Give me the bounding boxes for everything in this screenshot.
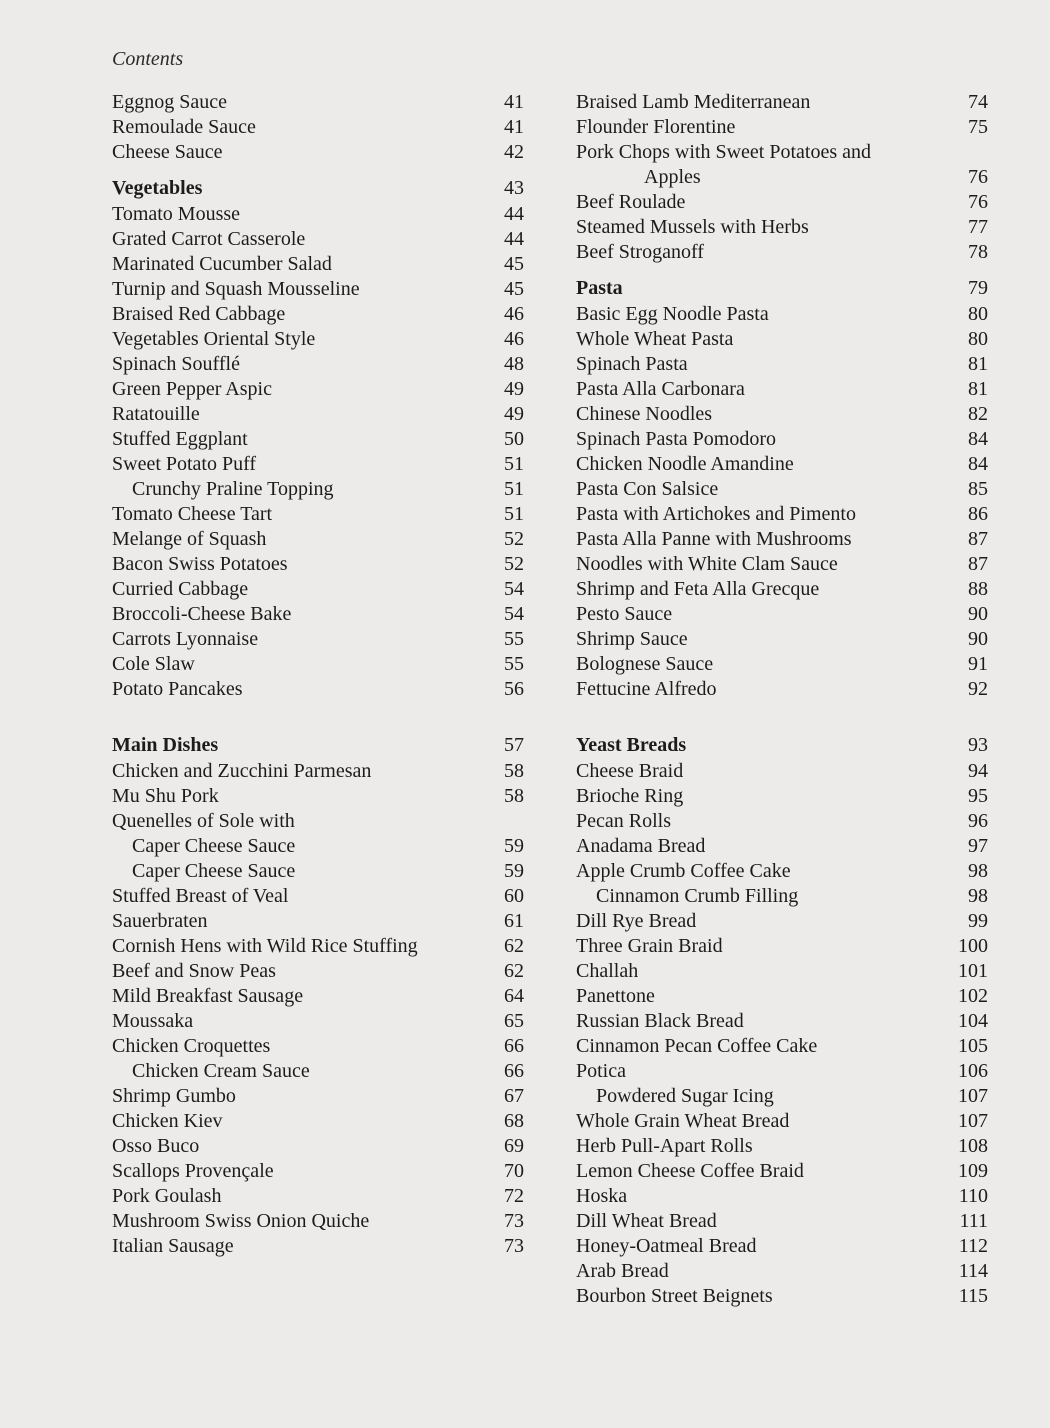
entry-title: Sweet Potato Puff	[112, 453, 257, 475]
page-number: 46	[504, 328, 524, 350]
entry-title: Italian Sausage	[112, 1235, 234, 1257]
entry-title: Cornish Hens with Wild Rice Stuffing	[112, 935, 418, 957]
entry-title: Chicken Kiev	[112, 1110, 223, 1132]
entry-title: Basic Egg Noodle Pasta	[576, 303, 769, 325]
toc-entry[interactable]	[112, 1034, 524, 1059]
toc-entry[interactable]	[576, 1059, 988, 1084]
entry-title: Pasta Con Salsice	[576, 478, 719, 500]
page-number: 59	[504, 860, 524, 882]
entry-title: Shrimp Gumbo	[112, 1085, 236, 1107]
entry-title: Fettucine Alfredo	[576, 678, 717, 700]
entry-title: Yeast Breads	[576, 734, 687, 756]
entry-title: Flounder Florentine	[576, 116, 736, 138]
toc-entry[interactable]	[576, 1184, 988, 1209]
entry-title: Marinated Cucumber Salad	[112, 253, 332, 275]
toc-entry[interactable]	[576, 759, 988, 784]
page-number: 54	[504, 578, 524, 600]
page-number: 45	[504, 253, 524, 275]
toc-entry[interactable]	[576, 502, 988, 527]
section-gap	[112, 702, 524, 722]
entry-title: Bacon Swiss Potatoes	[112, 553, 288, 575]
entry-title: Herb Pull-Apart Rolls	[576, 1135, 753, 1157]
page-number: 110	[958, 1185, 988, 1207]
page-number: 48	[504, 353, 524, 375]
page-number: 81	[968, 353, 988, 375]
entry-title: Remoulade Sauce	[112, 116, 256, 138]
toc-entry[interactable]	[576, 1084, 988, 1109]
toc-entry[interactable]	[576, 1284, 988, 1309]
toc-entry[interactable]	[576, 302, 988, 327]
page-number: 107	[958, 1085, 988, 1107]
entry-title: Cheese Sauce	[112, 141, 223, 163]
entry-title: Lemon Cheese Coffee Braid	[576, 1160, 804, 1182]
toc-entry[interactable]	[112, 327, 524, 352]
toc-entry[interactable]	[576, 809, 988, 834]
page-number: 68	[504, 1110, 524, 1132]
toc-entry[interactable]	[112, 90, 524, 115]
section-gap	[576, 702, 988, 722]
entry-title: Potica	[576, 1060, 626, 1082]
entry-title: Braised Red Cabbage	[112, 303, 286, 325]
toc-entry[interactable]	[576, 190, 988, 215]
entry-title: Green Pepper Aspic	[112, 378, 272, 400]
entry-title: Mushroom Swiss Onion Quiche	[112, 1210, 370, 1232]
page-number: 86	[968, 503, 988, 525]
entry-title: Challah	[576, 960, 639, 982]
page-number: 49	[504, 378, 524, 400]
entry-title: Three Grain Braid	[576, 935, 723, 957]
entry-title-line2: Apples	[644, 166, 701, 188]
entry-title: Arab Bread	[576, 1260, 669, 1282]
toc-entry[interactable]	[576, 859, 988, 884]
page-number: 107	[958, 1110, 988, 1132]
toc-entry[interactable]	[576, 552, 988, 577]
page-number: 80	[968, 303, 988, 325]
toc-entry[interactable]	[576, 959, 988, 984]
toc-entry[interactable]	[112, 502, 524, 527]
page-number: 45	[504, 278, 524, 300]
toc-entry[interactable]	[576, 627, 988, 652]
entry-title: Powdered Sugar Icing	[596, 1085, 774, 1107]
entry-title: Cole Slaw	[112, 653, 195, 675]
page-number: 60	[504, 885, 524, 907]
toc-entry[interactable]	[112, 884, 524, 909]
page-number: 55	[504, 653, 524, 675]
page-number: 87	[968, 528, 988, 550]
page-number: 41	[504, 91, 524, 113]
entry-title: Spinach Pasta Pomodoro	[576, 428, 776, 450]
entry-title: Vegetables	[112, 177, 203, 199]
page-number: 58	[504, 760, 524, 782]
page-number: 62	[504, 960, 524, 982]
entry-title: Shrimp Sauce	[576, 628, 688, 650]
entry-title: Melange of Squash	[112, 528, 267, 550]
entry-title: Bolognese Sauce	[576, 653, 714, 675]
entry-title: Pecan Rolls	[576, 810, 671, 832]
entry-title	[576, 140, 968, 190]
entry-title: Pesto Sauce	[576, 603, 673, 625]
toc-entry[interactable]	[576, 1234, 988, 1259]
page-number: 79	[968, 277, 988, 299]
page-number: 91	[968, 653, 988, 675]
toc-entry[interactable]	[112, 477, 524, 502]
toc-entry[interactable]	[576, 652, 988, 677]
entry-title: Pork Goulash	[112, 1185, 222, 1207]
page-number: 43	[504, 177, 524, 199]
page-number: 66	[504, 1035, 524, 1057]
toc-entry[interactable]	[112, 859, 524, 884]
page-number: 49	[504, 403, 524, 425]
page-number: 41	[504, 116, 524, 138]
entry-title: Eggnog Sauce	[112, 91, 227, 113]
toc-entry[interactable]	[576, 1159, 988, 1184]
page-number: 99	[968, 910, 988, 932]
page-number: 109	[958, 1160, 988, 1182]
toc-entry[interactable]	[576, 1209, 988, 1234]
page-number: 66	[504, 1060, 524, 1082]
page-number: 81	[968, 378, 988, 400]
toc-entry[interactable]	[576, 677, 988, 702]
page-number: 58	[504, 785, 524, 807]
page-number: 46	[504, 303, 524, 325]
toc-entry[interactable]	[576, 784, 988, 809]
entry-title: Pasta Alla Panne with Mushrooms	[576, 528, 852, 550]
entry-title: Anadama Bread	[576, 835, 706, 857]
entry-title: Tomato Cheese Tart	[112, 503, 273, 525]
entry-title: Main Dishes	[112, 734, 219, 756]
page-number: 77	[968, 216, 988, 238]
entry-title: Pasta with Artichokes and Pimento	[576, 503, 856, 525]
page-number: 105	[958, 1035, 988, 1057]
entry-title: Russian Black Bread	[576, 1010, 744, 1032]
toc-entry[interactable]	[112, 527, 524, 552]
toc-entry[interactable]	[112, 909, 524, 934]
toc-entry[interactable]	[112, 602, 524, 627]
entry-title: Beef and Snow Peas	[112, 960, 276, 982]
entry-title: Apple Crumb Coffee Cake	[576, 860, 791, 882]
page-number: 57	[504, 734, 524, 756]
toc-entry[interactable]	[112, 227, 524, 252]
entry-title: Brioche Ring	[576, 785, 684, 807]
entry-title: Potato Pancakes	[112, 678, 243, 700]
section-heading[interactable]	[112, 175, 524, 202]
page-number: 76	[968, 191, 988, 213]
toc-entry[interactable]	[112, 1159, 524, 1184]
entry-title: Stuffed Eggplant	[112, 428, 248, 450]
page-number: 82	[968, 403, 988, 425]
page-number: 90	[968, 628, 988, 650]
page-number: 108	[958, 1135, 988, 1157]
toc-entry[interactable]	[576, 1034, 988, 1059]
section-heading[interactable]	[112, 732, 524, 759]
page-number: 51	[504, 503, 524, 525]
page-number: 59	[504, 835, 524, 857]
page-number: 61	[504, 910, 524, 932]
page-number: 80	[968, 328, 988, 350]
page-number: 74	[968, 91, 988, 113]
page-number: 69	[504, 1135, 524, 1157]
entry-title: Cinnamon Pecan Coffee Cake	[576, 1035, 818, 1057]
entry-title: Quenelles of Sole with	[112, 810, 295, 832]
entry-title: Spinach Soufflé	[112, 353, 240, 375]
entry-title: Cheese Braid	[576, 760, 684, 782]
entry-title: Stuffed Breast of Veal	[112, 885, 289, 907]
entry-title: Pasta	[576, 277, 623, 299]
toc-entry[interactable]	[112, 277, 524, 302]
toc-entry[interactable]	[112, 115, 524, 140]
page-number: 64	[504, 985, 524, 1007]
entry-title: Broccoli-Cheese Bake	[112, 603, 292, 625]
entry-title: Scallops Provençale	[112, 1160, 274, 1182]
toc-entry[interactable]	[576, 452, 988, 477]
toc-entry[interactable]	[576, 577, 988, 602]
entry-title: Whole Grain Wheat Bread	[576, 1110, 790, 1132]
toc-entry[interactable]	[576, 115, 988, 140]
entry-title: Crunchy Praline Topping	[132, 478, 334, 500]
toc-column-right	[576, 90, 988, 1309]
section-heading[interactable]	[576, 732, 988, 759]
page-number: 115	[958, 1285, 988, 1307]
entry-title: Cinnamon Crumb Filling	[596, 885, 799, 907]
page-number: 88	[968, 578, 988, 600]
toc-entry[interactable]	[112, 1184, 524, 1209]
toc-entry[interactable]	[112, 1134, 524, 1159]
page-number: 75	[968, 116, 988, 138]
page-number: 76	[968, 166, 988, 188]
page-number: 84	[968, 453, 988, 475]
page-number: 93	[968, 734, 988, 756]
entry-title: Panettone	[576, 985, 655, 1007]
page-number: 100	[958, 935, 988, 957]
toc-entry[interactable]	[112, 252, 524, 277]
toc-entry[interactable]	[576, 215, 988, 240]
toc-entry[interactable]	[112, 140, 524, 165]
page-number: 62	[504, 935, 524, 957]
entry-title: Caper Cheese Sauce	[132, 835, 296, 857]
page-number: 51	[504, 478, 524, 500]
page-number: 56	[504, 678, 524, 700]
toc-entry[interactable]	[112, 452, 524, 477]
toc-entry[interactable]	[576, 240, 988, 265]
page-number: 84	[968, 428, 988, 450]
page-number: 67	[504, 1085, 524, 1107]
entry-title: Chicken Cream Sauce	[132, 1060, 310, 1082]
page-number: 111	[959, 1210, 988, 1232]
page-number: 112	[958, 1235, 988, 1257]
entry-title: Bourbon Street Beignets	[576, 1285, 773, 1307]
page-number: 44	[504, 203, 524, 225]
page-number: 70	[504, 1160, 524, 1182]
entry-title: Grated Carrot Casserole	[112, 228, 306, 250]
page-number: 94	[968, 760, 988, 782]
page-number: 90	[968, 603, 988, 625]
entry-title: Beef Roulade	[576, 191, 686, 213]
entry-title: Honey-Oatmeal Bread	[576, 1235, 757, 1257]
entry-title: Shrimp and Feta Alla Grecque	[576, 578, 820, 600]
entry-title: Chinese Noodles	[576, 403, 713, 425]
toc-entry[interactable]	[112, 377, 524, 402]
page-number: 42	[504, 141, 524, 163]
page-number: 72	[504, 1185, 524, 1207]
toc-entry[interactable]	[112, 1084, 524, 1109]
entry-title: Spinach Pasta	[576, 353, 688, 375]
page-number: 104	[958, 1010, 988, 1032]
page-number: 85	[968, 478, 988, 500]
toc-entry[interactable]	[576, 884, 988, 909]
entry-title: Pasta Alla Carbonara	[576, 378, 745, 400]
page-number: 95	[968, 785, 988, 807]
entry-title: Turnip and Squash Mousseline	[112, 278, 360, 300]
entry-title: Dill Rye Bread	[576, 910, 697, 932]
page-number: 106	[958, 1060, 988, 1082]
toc-entry[interactable]	[112, 677, 524, 702]
entry-title: Chicken Noodle Amandine	[576, 453, 794, 475]
entry-title: Beef Stroganoff	[576, 241, 704, 263]
toc-entry[interactable]	[112, 984, 524, 1009]
entry-title: Osso Buco	[112, 1135, 200, 1157]
toc-entry[interactable]	[576, 834, 988, 859]
toc-entry[interactable]	[112, 402, 524, 427]
toc-entry[interactable]	[576, 602, 988, 627]
entry-title: Mu Shu Pork	[112, 785, 219, 807]
toc-entry[interactable]	[112, 427, 524, 452]
page-number: 101	[958, 960, 988, 982]
toc-entry[interactable]	[576, 527, 988, 552]
entry-title: Noodles with White Clam Sauce	[576, 553, 838, 575]
entry-title: Moussaka	[112, 1010, 194, 1032]
toc-entry[interactable]	[576, 934, 988, 959]
entry-title: Vegetables Oriental Style	[112, 328, 316, 350]
page-number: 65	[504, 1010, 524, 1032]
page-number: 98	[968, 860, 988, 882]
entry-title-line1: Pork Chops with Sweet Potatoes and	[576, 141, 871, 163]
page-number: 54	[504, 603, 524, 625]
toc-entry[interactable]	[576, 90, 988, 115]
entry-title: Hoska	[576, 1185, 628, 1207]
entry-title: Braised Lamb Mediterranean	[576, 91, 811, 113]
page-number: 50	[504, 428, 524, 450]
toc-entry[interactable]	[112, 627, 524, 652]
entry-title: Caper Cheese Sauce	[132, 860, 296, 882]
toc-entry[interactable]	[576, 984, 988, 1009]
page-number: 55	[504, 628, 524, 650]
page-number: 78	[968, 241, 988, 263]
toc-entry[interactable]	[576, 402, 988, 427]
page-number: 52	[504, 528, 524, 550]
toc-entry[interactable]	[576, 1009, 988, 1034]
toc-entry[interactable]	[112, 759, 524, 784]
toc-entry[interactable]	[112, 809, 524, 834]
page-number: 51	[504, 453, 524, 475]
page-number: 96	[968, 810, 988, 832]
toc-entry[interactable]	[112, 1209, 524, 1234]
page-number: 44	[504, 228, 524, 250]
toc-entry[interactable]	[112, 552, 524, 577]
entry-title: Tomato Mousse	[112, 203, 241, 225]
entry-title: Chicken Croquettes	[112, 1035, 271, 1057]
toc-entry[interactable]	[576, 1259, 988, 1284]
page-number: 114	[958, 1260, 988, 1282]
toc-entry[interactable]	[112, 577, 524, 602]
toc-entry[interactable]	[576, 352, 988, 377]
toc-entry[interactable]	[112, 1059, 524, 1084]
page-number: 97	[968, 835, 988, 857]
toc-entry[interactable]	[576, 427, 988, 452]
page-number: 87	[968, 553, 988, 575]
toc-entry[interactable]	[576, 1109, 988, 1134]
page-title: Contents	[112, 48, 184, 70]
toc-entry[interactable]	[112, 934, 524, 959]
entry-title: Dill Wheat Bread	[576, 1210, 717, 1232]
page-number: 52	[504, 553, 524, 575]
entry-title: Steamed Mussels with Herbs	[576, 216, 809, 238]
toc-entry[interactable]	[112, 302, 524, 327]
page-number: 92	[968, 678, 988, 700]
page-number: 73	[504, 1235, 524, 1257]
toc-entry[interactable]	[576, 327, 988, 352]
entry-title: Ratatouille	[112, 403, 200, 425]
toc-entry[interactable]	[112, 1009, 524, 1034]
entry-title: Whole Wheat Pasta	[576, 328, 734, 350]
section-heading[interactable]	[576, 275, 988, 302]
entry-title: Mild Breakfast Sausage	[112, 985, 304, 1007]
toc-entry[interactable]	[112, 652, 524, 677]
toc-entry[interactable]	[576, 477, 988, 502]
toc-entry[interactable]	[576, 140, 988, 190]
toc-entry[interactable]	[576, 1134, 988, 1159]
entry-title: Chicken and Zucchini Parmesan	[112, 760, 372, 782]
entry-title: Curried Cabbage	[112, 578, 249, 600]
toc-entry[interactable]	[112, 784, 524, 809]
toc-column-left	[112, 90, 524, 1259]
toc-entry[interactable]	[112, 959, 524, 984]
toc-entry[interactable]	[112, 1234, 524, 1259]
entry-title: Sauerbraten	[112, 910, 208, 932]
toc-entry[interactable]	[112, 1109, 524, 1134]
page-number: 73	[504, 1210, 524, 1232]
page-number: 98	[968, 885, 988, 907]
page-number: 102	[958, 985, 988, 1007]
toc-entry[interactable]	[112, 202, 524, 227]
toc-entry[interactable]	[576, 909, 988, 934]
toc-entry[interactable]	[112, 352, 524, 377]
toc-entry[interactable]	[112, 834, 524, 859]
toc-entry[interactable]	[576, 377, 988, 402]
entry-title: Carrots Lyonnaise	[112, 628, 259, 650]
